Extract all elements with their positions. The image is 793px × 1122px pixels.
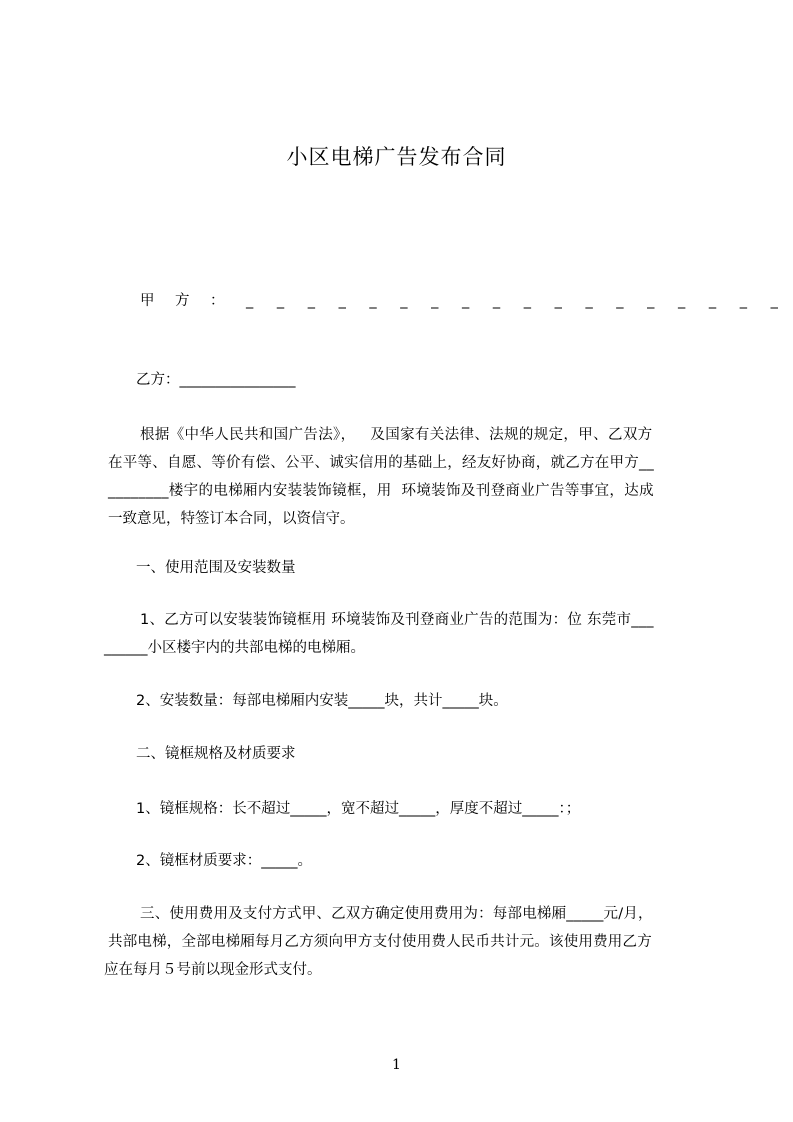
party-a-label-char-2: 方 (175, 293, 190, 309)
intro-line-4: 一致意见，特签订本合同，以资信守。 (108, 511, 355, 527)
item-1-1-line-1: 1、乙方可以安装装饰镜框用 环境装饰及刊登商业广告的范围为：位 东莞市___ (140, 612, 654, 628)
section-1-heading: 一、使用范围及安装数量 (136, 560, 296, 576)
party-a-colon: ： (210, 293, 225, 309)
item-2-2: 2、镜框材质要求：_____。 (136, 853, 312, 869)
party-a-blank: _ _ _ _ _ _ _ _ _ _ _ _ _ _ _ _ _ _ (246, 293, 788, 309)
item-2-1: 1、镜框规格：长不超过_____，宽不超过_____，厚度不超过_____：； (136, 801, 581, 817)
section-3-line-2: 共部电梯，全部电梯厢每月乙方须向甲方支付使用费人民币共计元。该使用费用乙方 (108, 934, 652, 950)
intro-line-3: ________楼宇的电梯厢内安装装饰镜框，用 环境装饰及刊登商业广告等事宜，达成 (108, 483, 654, 499)
section-2-heading: 二、镜框规格及材质要求 (136, 746, 296, 762)
document-title: 小区电梯广告发布合同 (286, 145, 507, 169)
section-3-line-3: 应在每月５号前以现金形式支付。 (104, 962, 322, 978)
intro-line-1: 根据《中华人民共和国广告法》， 及国家有关法律、法规的规定，甲、乙双方 (140, 427, 653, 443)
section-3-line-1: 三、使用费用及支付方式甲、乙双方确定使用费用为：每部电梯厢_____元/月， (140, 906, 653, 922)
party-a-label-char-1: 甲 (140, 293, 155, 309)
party-b-line: 乙方：________________ (136, 372, 296, 388)
page-number: 1 (392, 1057, 401, 1073)
item-1-1-line-2: ______小区楼宇内的共部电梯的电梯厢。 (104, 640, 365, 656)
item-1-2: 2、安装数量：每部电梯厢内安装_____块，共计_____块。 (136, 693, 508, 709)
intro-line-2: 在平等、自愿、等价有偿、公平、诚实信用的基础上，经友好协商，就乙方在甲方__ (108, 455, 654, 471)
